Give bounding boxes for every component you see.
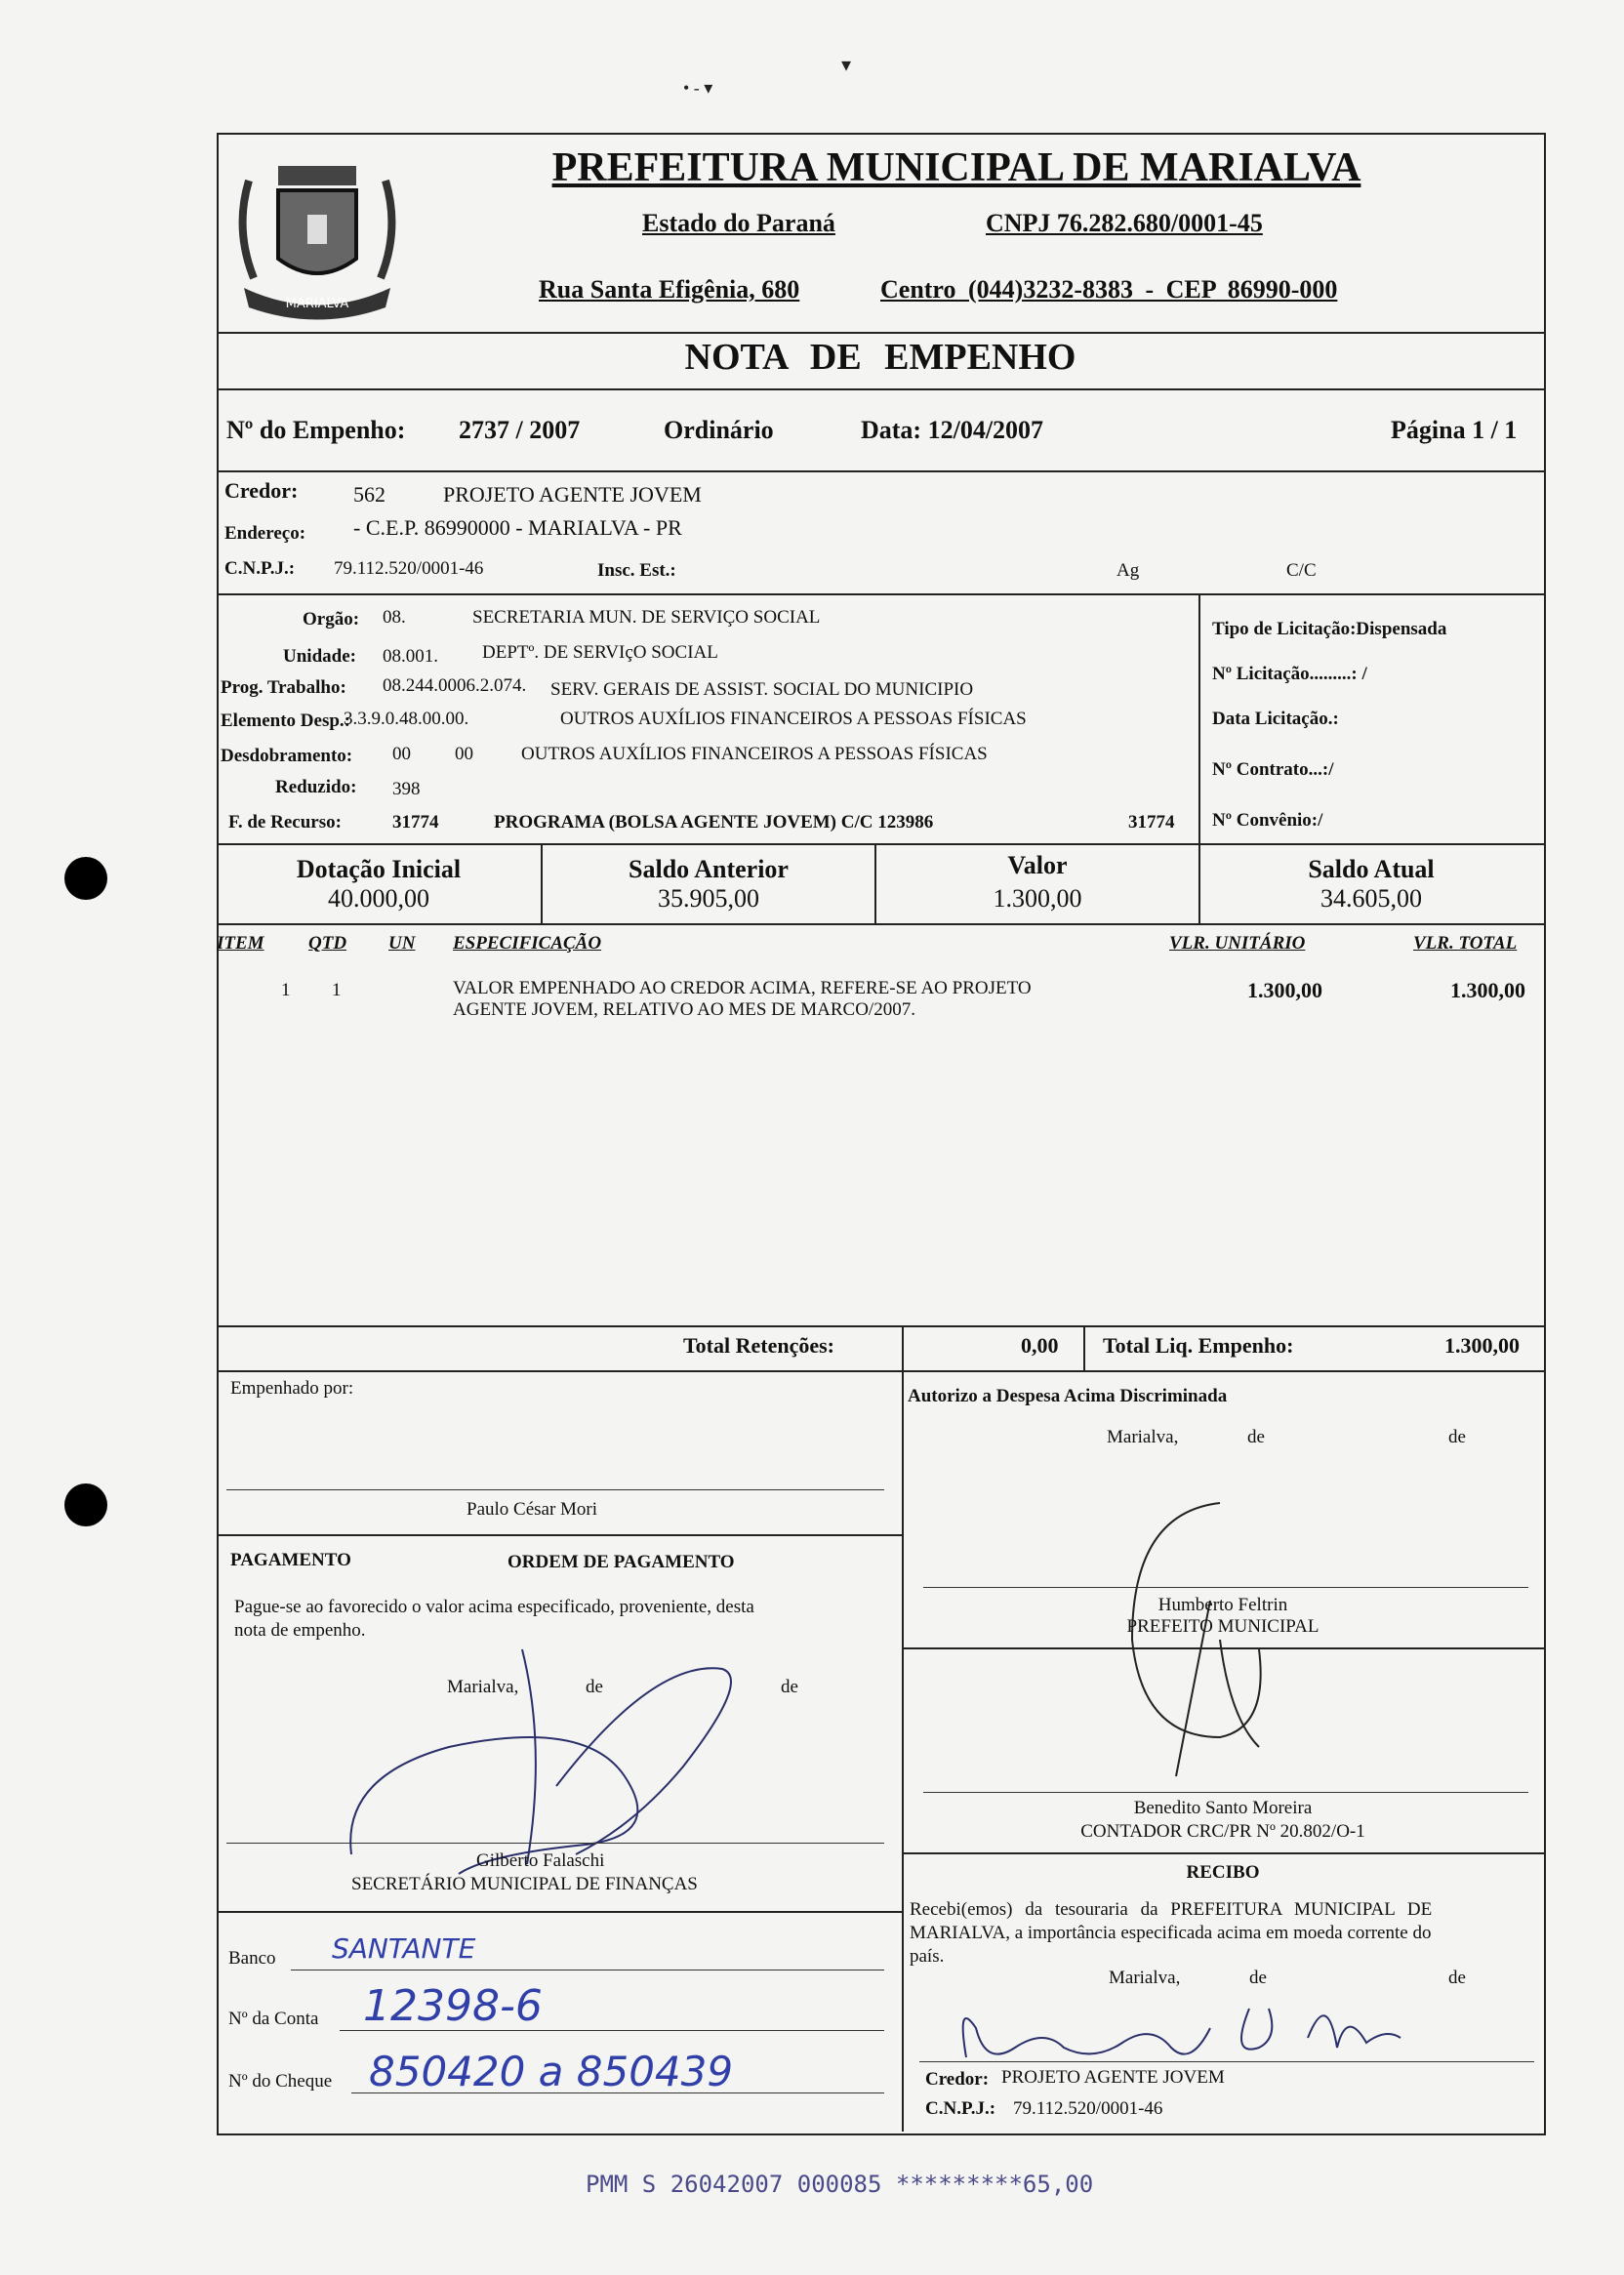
item-number: 1 — [281, 980, 291, 1000]
divider — [217, 1911, 902, 1913]
divider — [902, 1647, 1544, 1649]
recurso-label: F. de Recurso: — [228, 812, 342, 833]
saldo-atual-label: Saldo Atual — [1308, 855, 1435, 883]
col-qtd: QTD — [308, 933, 347, 954]
divider — [902, 1852, 1544, 1854]
credor-signature — [956, 1989, 1405, 2077]
cnpj-credor-value: 79.112.520/0001-46 — [334, 558, 484, 579]
prefeito-title: PREFEITO MUNICIPAL — [1126, 1616, 1320, 1637]
city-crest — [224, 142, 410, 327]
divider — [1083, 1325, 1085, 1370]
punch-hole — [64, 1483, 107, 1526]
empenho-value: 2737 / 2007 — [459, 416, 581, 444]
divider — [217, 923, 1544, 925]
divider — [217, 1325, 1544, 1327]
empenhado-name: Paulo César Mori — [467, 1499, 598, 1520]
col-vlr-total: VLR. TOTAL — [1413, 933, 1518, 954]
footer-stamp: PMM S 26042007 000085 *********65,00 — [586, 2171, 1094, 2198]
signature-line — [226, 1843, 884, 1844]
endereco-value: - C.E.P. 86990000 - MARIALVA - PR — [353, 515, 682, 540]
divider — [217, 843, 1544, 845]
credor-label: Credor: — [224, 478, 299, 503]
recibo-place: Marialva, — [1109, 1968, 1181, 1988]
endereco-label: Endereço: — [224, 523, 306, 544]
saldo-anterior-value: 35.905,00 — [658, 884, 759, 913]
contact-label: Centro (044)3232-8383 - CEP 86990-000 — [880, 275, 1338, 304]
insc-label: Insc. Est.: — [597, 560, 676, 581]
divider — [217, 470, 1544, 472]
recibo-text-line1: Recebi(emos) da tesouraria da PREFEITURA MUNICIPAL DE — [910, 1899, 1433, 1920]
unidade-desc: DEPTº. DE SERVIçO SOCIAL — [482, 642, 718, 663]
autorizo-place: Marialva, — [1107, 1427, 1179, 1447]
divider — [217, 593, 1544, 595]
recibo-title: RECIBO — [1186, 1862, 1260, 1883]
reduzido-label: Reduzido: — [275, 777, 357, 797]
recibo-cnpj-label: C.N.P.J.: — [925, 2098, 996, 2119]
item-vlr-total: 1.300,00 — [1450, 978, 1525, 1002]
svg-text:MARIALVA: MARIALVA — [285, 297, 349, 311]
saldo-anterior-label: Saldo Anterior — [629, 855, 789, 883]
col-especificacao: ESPECIFICAÇÃO — [453, 933, 602, 954]
signature-line — [919, 2061, 1534, 2062]
dotacao-label: Dotação Inicial — [296, 855, 462, 883]
page-number: Página 1 / 1 — [1391, 416, 1518, 444]
data-licitacao: Data Licitação.: — [1212, 709, 1339, 729]
elem-label: Elemento Desp.: — [221, 711, 350, 731]
prefeito-name: Humberto Feltrin — [1157, 1595, 1288, 1615]
recibo-credor-label: Credor: — [925, 2069, 990, 2090]
recibo-text-line2: MARIALVA, a importância especificada acima em moeda corrente do — [910, 1923, 1432, 1943]
cheque-handwritten: 850420 a 850439 — [369, 2048, 734, 2095]
unidade-label: Unidade: — [283, 646, 356, 667]
secretary-title: SECRETÁRIO MUNICIPAL DE FINANÇAS — [351, 1874, 698, 1894]
doc-title: NOTA DE EMPENHO — [684, 337, 1076, 378]
scan-mark: ▾ — [841, 55, 852, 76]
recibo-cnpj-value: 79.112.520/0001-46 — [1013, 2098, 1163, 2119]
empenho-label: Nº do Empenho: — [226, 416, 406, 444]
total-liq-value: 1.300,00 — [1444, 1333, 1520, 1358]
banco-handwritten: SANTANTE — [332, 1932, 476, 1965]
divider — [1198, 593, 1200, 843]
ordem-de1: de — [586, 1677, 603, 1697]
total-liq-label: Total Liq. Empenho: — [1103, 1333, 1294, 1358]
desd-desc: OUTROS AUXÍLIOS FINANCEIROS A PESSOAS FÍSICAS — [521, 744, 988, 764]
empenho-date: Data: 12/04/2007 — [861, 416, 1044, 444]
autorizo-de1: de — [1247, 1427, 1265, 1447]
orgao-desc: SECRETARIA MUN. DE SERVIÇO SOCIAL — [472, 607, 821, 628]
divider — [902, 1370, 904, 2132]
page-title: PREFEITURA MUNICIPAL DE MARIALVA — [551, 145, 1361, 190]
divider — [217, 332, 1544, 334]
valor-label: Valor — [1007, 851, 1068, 879]
num-licitacao: Nº Licitação.........: / — [1212, 664, 1367, 684]
item-desc-line2: AGENTE JOVEM, RELATIVO AO MES DE MARCO/2007. — [453, 999, 915, 1020]
credor-name: PROJETO AGENTE JOVEM — [443, 482, 702, 507]
num-convenio: Nº Convênio:/ — [1212, 810, 1323, 831]
signature-line — [923, 1792, 1528, 1793]
item-qtd: 1 — [332, 980, 342, 1000]
divider — [902, 1325, 904, 1370]
contador-name: Benedito Santo Moreira — [1133, 1798, 1313, 1818]
divider — [217, 1370, 1544, 1372]
contador-title: CONTADOR CRC/PR Nº 20.802/O-1 — [1080, 1821, 1365, 1842]
conta-label: Nº da Conta — [228, 2009, 319, 2029]
recibo-de1: de — [1249, 1968, 1267, 1988]
recurso-code: 31774 — [392, 812, 439, 833]
saldo-atual-value: 34.605,00 — [1320, 884, 1422, 913]
cc-label: C/C — [1286, 560, 1317, 581]
desd-code1: 00 — [392, 744, 411, 764]
reduzido-value: 398 — [392, 779, 421, 799]
recurso-code2: 31774 — [1128, 812, 1175, 833]
total-retencoes-value: 0,00 — [1021, 1333, 1059, 1358]
col-un: UN — [388, 933, 416, 954]
pagamento-label: PAGAMENTO — [230, 1550, 351, 1570]
signature-line — [226, 1489, 884, 1490]
col-item: ITEM — [217, 933, 264, 954]
cnpj-label: CNPJ 76.282.680/0001-45 — [986, 209, 1263, 237]
unidade-code: 08.001. — [383, 646, 438, 667]
banco-label: Banco — [228, 1948, 276, 1969]
divider — [217, 388, 1544, 390]
elem-code: 3.3.9.0.48.00.00. — [344, 709, 469, 729]
credor-code: 562 — [353, 482, 386, 507]
autorizo-de2: de — [1448, 1427, 1466, 1447]
prog-label: Prog. Trabalho: — [221, 677, 346, 698]
empenho-type: Ordinário — [664, 416, 774, 444]
item-vlr-unitario: 1.300,00 — [1247, 978, 1322, 1002]
pague-text-line2: nota de empenho. — [234, 1620, 366, 1641]
tipo-licitacao: Tipo de Licitação:Dispensada — [1212, 619, 1447, 639]
recurso-desc: PROGRAMA (BOLSA AGENTE JOVEM) C/C 123986 — [494, 812, 934, 833]
desd-label: Desdobramento: — [221, 746, 353, 766]
dotacao-value: 40.000,00 — [328, 884, 429, 913]
pague-text-line1: Pague-se ao favorecido o valor acima especificado, proveniente, desta — [234, 1597, 754, 1617]
autorizo-label: Autorizo a Despesa Acima Discriminada — [908, 1386, 1228, 1406]
scan-mark: • ‐ ▾ — [683, 78, 713, 98]
prog-code: 08.244.0006.2.074. — [383, 675, 527, 696]
valor-value: 1.300,00 — [993, 884, 1082, 913]
col-vlr-unitario: VLR. UNITÁRIO — [1169, 933, 1306, 954]
prog-desc: SERV. GERAIS DE ASSIST. SOCIAL DO MUNICIPIO — [550, 679, 974, 700]
ordem-de2: de — [781, 1677, 798, 1697]
cheque-label: Nº do Cheque — [228, 2071, 333, 2092]
prefeito-signature — [1103, 1483, 1298, 1806]
desd-code2: 00 — [455, 744, 473, 764]
secretary-signature — [332, 1630, 800, 1884]
recibo-text-line3: país. — [910, 1946, 945, 1967]
signature-line — [923, 1587, 1528, 1588]
conta-handwritten: 12398-6 — [363, 1981, 543, 2031]
orgao-code: 08. — [383, 607, 406, 628]
divider — [217, 1534, 902, 1536]
ag-label: Ag — [1116, 560, 1140, 581]
address-label: Rua Santa Efigênia, 680 — [539, 275, 800, 304]
empenhado-label: Empenhado por: — [230, 1378, 354, 1399]
ordem-label: ORDEM DE PAGAMENTO — [508, 1552, 735, 1572]
ordem-place: Marialva, — [447, 1677, 519, 1697]
secretary-name: Gilberto Falaschi — [476, 1850, 605, 1871]
orgao-label: Orgão: — [303, 609, 360, 630]
total-retencoes-label: Total Retenções: — [683, 1333, 834, 1358]
recibo-credor-name: PROJETO AGENTE JOVEM — [1001, 2067, 1225, 2088]
cnpj-credor-label: C.N.P.J.: — [224, 558, 296, 579]
punch-hole — [64, 857, 107, 900]
num-contrato: Nº Contrato...:/ — [1212, 759, 1334, 780]
elem-desc: OUTROS AUXÍLIOS FINANCEIROS A PESSOAS FÍSICAS — [560, 709, 1027, 729]
recibo-de2: de — [1448, 1968, 1466, 1988]
item-desc-line1: VALOR EMPENHADO AO CREDOR ACIMA, REFERE-SE AO PROJETO — [453, 978, 1032, 998]
state-label: Estado do Paraná — [642, 209, 835, 237]
